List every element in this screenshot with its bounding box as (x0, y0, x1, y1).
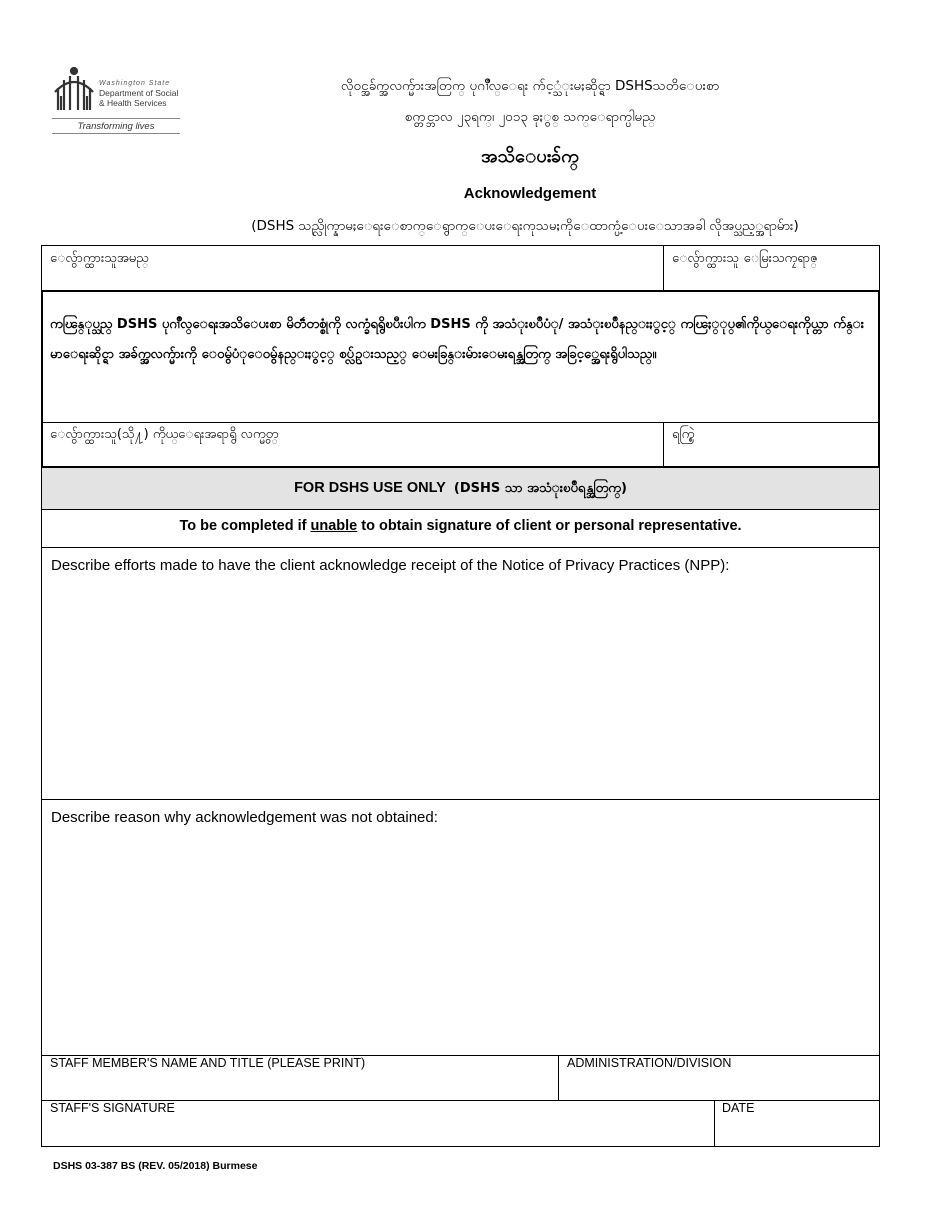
client-divider (663, 245, 664, 291)
client-signature-field[interactable]: ေလွ်ာက္ထားသူ(သို႔) ကိုယ္ေရးအရာရွိ လက္မွတ္ (50, 427, 279, 442)
client-name-field[interactable]: ေလွ်ာက္ထားသူအမည္ (50, 251, 149, 266)
signature-divider (663, 422, 664, 467)
title-english: Acknowledgement (463, 185, 597, 202)
statement-divider (42, 422, 879, 423)
staff-sig-divider (714, 1100, 715, 1146)
dshs-use-heading-my: (DSHS သာ အသံုးၿပဳရန္အတြက္) (453, 481, 627, 496)
staff-date-field[interactable]: DATE (722, 1101, 755, 1115)
logo-tagline: Transforming lives (52, 118, 180, 134)
complete-unable: unable (310, 518, 358, 534)
form-number: DSHS 03-387 BS (REV. 05/2018) Burmese (53, 1160, 258, 1172)
header-line1: လို၀င္အခ်က္အလက္မ်ားအတြက္ ပုဂၢိဳလ္ေရး က်င့္သံုးမႈဆိုင္ရာ DSHSသတိေပးစာ (340, 78, 720, 94)
dshs-emblem-icon (52, 66, 96, 112)
staff-name-title-field[interactable]: STAFF MEMBER'S NAME AND TITLE (PLEASE PRINT) (50, 1056, 366, 1070)
logo-dept-line2: & Health Services (99, 98, 167, 108)
acknowledgement-statement: ကၽြန္ုပ္သည္ DSHS ပုဂၢိဳလ္ေရးအသိေပးစာ မိတၱဴတစ္စုံကို လက္ခံရရွိၿပီးပါက DSHS ကို အသံုးၿပဳပံု/ အသံုးၿပဳနည္းႏွင့္ ကၽြႏ္ုပ္၏ကိုယ္ေရးကိုယ္တာ က်န္းမာေရးဆိုင္ရာ အခ်က္အလက္မ်ားကို ေ၀မွ်ပံုေ၀မွ်နည္းႏွင့္ စပ္လ်ဥ္းသည့္ ေမးခြန္းမ်ားေမးရန္အတြက္ အခြင့္အေရးရွိပါသည္။ (50, 317, 865, 362)
logo-state: Washington State (99, 80, 171, 87)
efforts-textarea[interactable] (42, 580, 879, 798)
staff-signature-field[interactable]: STAFF'S SIGNATURE (50, 1101, 175, 1115)
logo-dept-line1: Department of Social (99, 88, 179, 98)
complete-if-unable (42, 518, 879, 534)
reason-textarea[interactable] (42, 832, 879, 1054)
client-date-field[interactable]: ရက္စြဲ (672, 427, 695, 442)
admin-division-field[interactable]: ADMINISTRATION/DIVISION (567, 1056, 732, 1070)
complete-post: to obtain signature of client or personal representative. (357, 518, 742, 534)
dshs-use-heading (42, 480, 879, 499)
dshs-logo (52, 66, 180, 138)
client-dob-field[interactable]: ေလွ်ာက္ထားသူ ေမြးသကၠရာဇ္ (672, 251, 818, 266)
instruction-divider (42, 547, 879, 548)
header-instruction: (DSHS သည္လိုက္နာမႈေရးေစာက္ေရွာက္ေပးေရးကုသမႈကိုေထာက္ပံ့ေပးေသာအခါ လိုအပ္သည့္အရာမ်ား) (251, 218, 799, 234)
reason-label: Describe reason why acknowledgement was not obtained: (51, 809, 438, 826)
banner-divider (42, 509, 879, 510)
efforts-label: Describe efforts made to have the client acknowledge receipt of the Notice of Privacy Practices (NPP): (51, 557, 730, 574)
efforts-divider (42, 799, 879, 800)
staff-name-divider (558, 1055, 559, 1100)
dshs-use-heading-en: FOR DSHS USE ONLY (294, 480, 446, 496)
header-effective-date: စက္တင္ဘာလ ၂၃ရက္၊ ၂၀၁၃ ခုႏွစ္ သက္ေရာက္ပါမည္ (404, 109, 656, 125)
complete-pre: To be completed if (179, 518, 311, 534)
title-burmese: အသိေပးခ်က္ (481, 146, 579, 167)
